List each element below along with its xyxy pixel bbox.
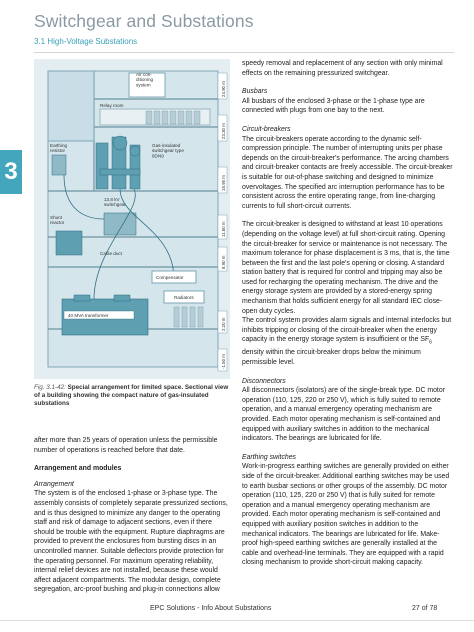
elevation-24-90: 24.90 m — [221, 81, 226, 97]
footer-source: EPC Solutions - Info About Substations — [150, 605, 272, 612]
circuit-breakers-heading: Circuit-breakers — [242, 125, 291, 133]
substation-section-figure — [34, 59, 230, 379]
label-shunt-reactor: Shunt reactor — [50, 215, 65, 226]
busbars-paragraph: All busbars of the enclosed 3-phase or the 1-phase type are connected with plugs from one bay to the next. — [242, 97, 425, 115]
circuit-breakers-paragraph-2: The circuit-breaker is designed to withstand at least 10 operations (depending on the voltage level) at full short-circuit rating. Opening the circuit-breaker for service or maintenance is not necessary. The maximum tolerance for phase displacement is 3 ms, that is, the time between the first and the last pole's opening or closing. A standard station battery that is required for control and tripping may also be used for recharging the operating mechanism. The drive and the energy storage system are provided by a stored-energy spring mechanism that holds sufficient energy for all standard IEC close-open duty cycles. — [242, 221, 450, 315]
arrangement-subheading: Arrangement — [34, 480, 74, 488]
chapter-tab[interactable]: 3 — [0, 150, 22, 194]
label-relay-room: Relay room — [100, 103, 124, 108]
left-intro-paragraph: after more than 25 years of operation unless the permissible number of operations is reached before that date. — [34, 437, 218, 454]
elevation-15-95: 15.95 m — [221, 175, 226, 191]
busbars-heading: Busbars — [242, 88, 268, 96]
label-air-conditioning: Air con-ditioning system — [136, 72, 154, 88]
circuit-breakers-paragraph-1: The circuit-breakers operate according to the dynamic self-compression principle. The number of interrupting units per phase depends on the circuit-breaker's performance. The arcing chambers and circuit-breaker contacts are freely accessible. The circuit-breaker is suitable for out-of-phase switching and designed to minimize overvoltages. The specified arc interruption performance has to be consistent across the entire operating range, from line-charging currents to full short-circuit currents. — [242, 135, 453, 210]
label-cable-duct: Cable duct — [100, 251, 122, 256]
left-column — [34, 436, 230, 604]
label-earthing-resistor: Earthing resistor — [50, 143, 68, 154]
elevation-2-20: 2.20 m — [221, 317, 226, 331]
elevation-8-90: 8.90 m — [221, 255, 226, 269]
label-switchgear-13-8: 13.8 kV switchgear — [104, 197, 126, 208]
earthing-switches-heading: Earthing switches — [242, 453, 297, 461]
label-gis: Gas-insulated switchgear type 8DN9 — [152, 143, 184, 159]
cb-text-part-b: density within the circuit-breaker drops below the minimum permissible level. — [242, 349, 421, 366]
figure-caption — [34, 384, 230, 408]
header-divider — [34, 52, 454, 53]
label-radiators: Radiators — [174, 295, 194, 300]
figure-caption-text: Special arrangement for limited space. Sectional view of a building showing the compact nature of gas-insulated substations — [34, 384, 229, 407]
label-transformer: 40 MVA transformer — [68, 313, 109, 318]
elevation-11-50: 11.50 m — [221, 221, 226, 237]
elevation-23-30: 23.30 m — [221, 123, 226, 139]
right-column — [242, 59, 454, 577]
cb-text-part-a: The control system provides alarm signals and internal interlocks but inhibits tripping or closing of the circuit-breaker when the energy capacity in the energy storage system is insufficient or the SF — [242, 317, 452, 344]
figure-number: Fig. 3.1-42: — [34, 384, 66, 391]
sf6-subscript: 6 — [429, 339, 432, 346]
arrangement-paragraph: The system is of the enclosed 1-phase or 3-phase type. The assembly consists of completely separate pressurized sections, and is thus designed to minimize any danger to the operating staff and risk of damage to adjacent sections, even if there should be trouble with the equipment. Rupture diaphragms are provided to prevent the enclosures from bursting discs in an uncontrolled manner. Suitable deflectors provide protection for the operating personnel. For maximum operating reliability, internal relief devices are not installed, because these would affect adjacent compartments. The modular design, complete segregation, arc-proof bushing and plug-in connections allow — [34, 490, 228, 594]
footer-divider — [0, 620, 474, 621]
footer-page-number: 27 of 78 — [412, 605, 438, 612]
label-compensator: Compensator — [156, 275, 184, 280]
page-title: Switchgear and Substations — [34, 11, 254, 31]
building-section-drawing — [34, 59, 230, 379]
disconnectors-heading: Disconnectors — [242, 377, 286, 385]
elevation-minus-1-50: -1.50 m — [221, 354, 226, 369]
arrangement-modules-heading: Arrangement and modules — [34, 465, 122, 473]
right-intro-paragraph: speedy removal and replacement of any section with only minimal effects on the remaining pressurized switchgear. — [242, 60, 443, 77]
disconnectors-paragraph: All disconnectors (isolators) are of the single-break type. DC motor operation (110, 125, 220 or 250 V), which is fully suited to remote operation, and a manual emergency operating mechanism are provided. Each motor operating mechanism is self-contained and equipped with auxiliary switches in addition to the mechanical indicators. The bearings are lubricated for life. — [242, 387, 445, 443]
earthing-switches-paragraph: Work-in-progress earthing switches are generally provided on either side of the circuit-breaker. Additional earthing switches may be used to earth busbar sections or other groups of the assembly. DC motor operation (110, 125, 220 or 250 V) that is fully suited for remote operation and a manual emergency operating mechanism are provided. Each motor operating mechanism is self-contained and equipped with auxiliary position switches in addition to the mechanical indicators. The bearings are lubricated for life. Make-proof high-speed earthing switches are generally installed at the cable and overhead-line terminals. They are equipped with a rapid closing mechanism to provide short-circuit making capacity. — [242, 463, 450, 567]
section-subtitle: 3.1 High-Voltage Substations — [34, 37, 138, 46]
circuit-breakers-paragraph-3 — [242, 316, 454, 367]
